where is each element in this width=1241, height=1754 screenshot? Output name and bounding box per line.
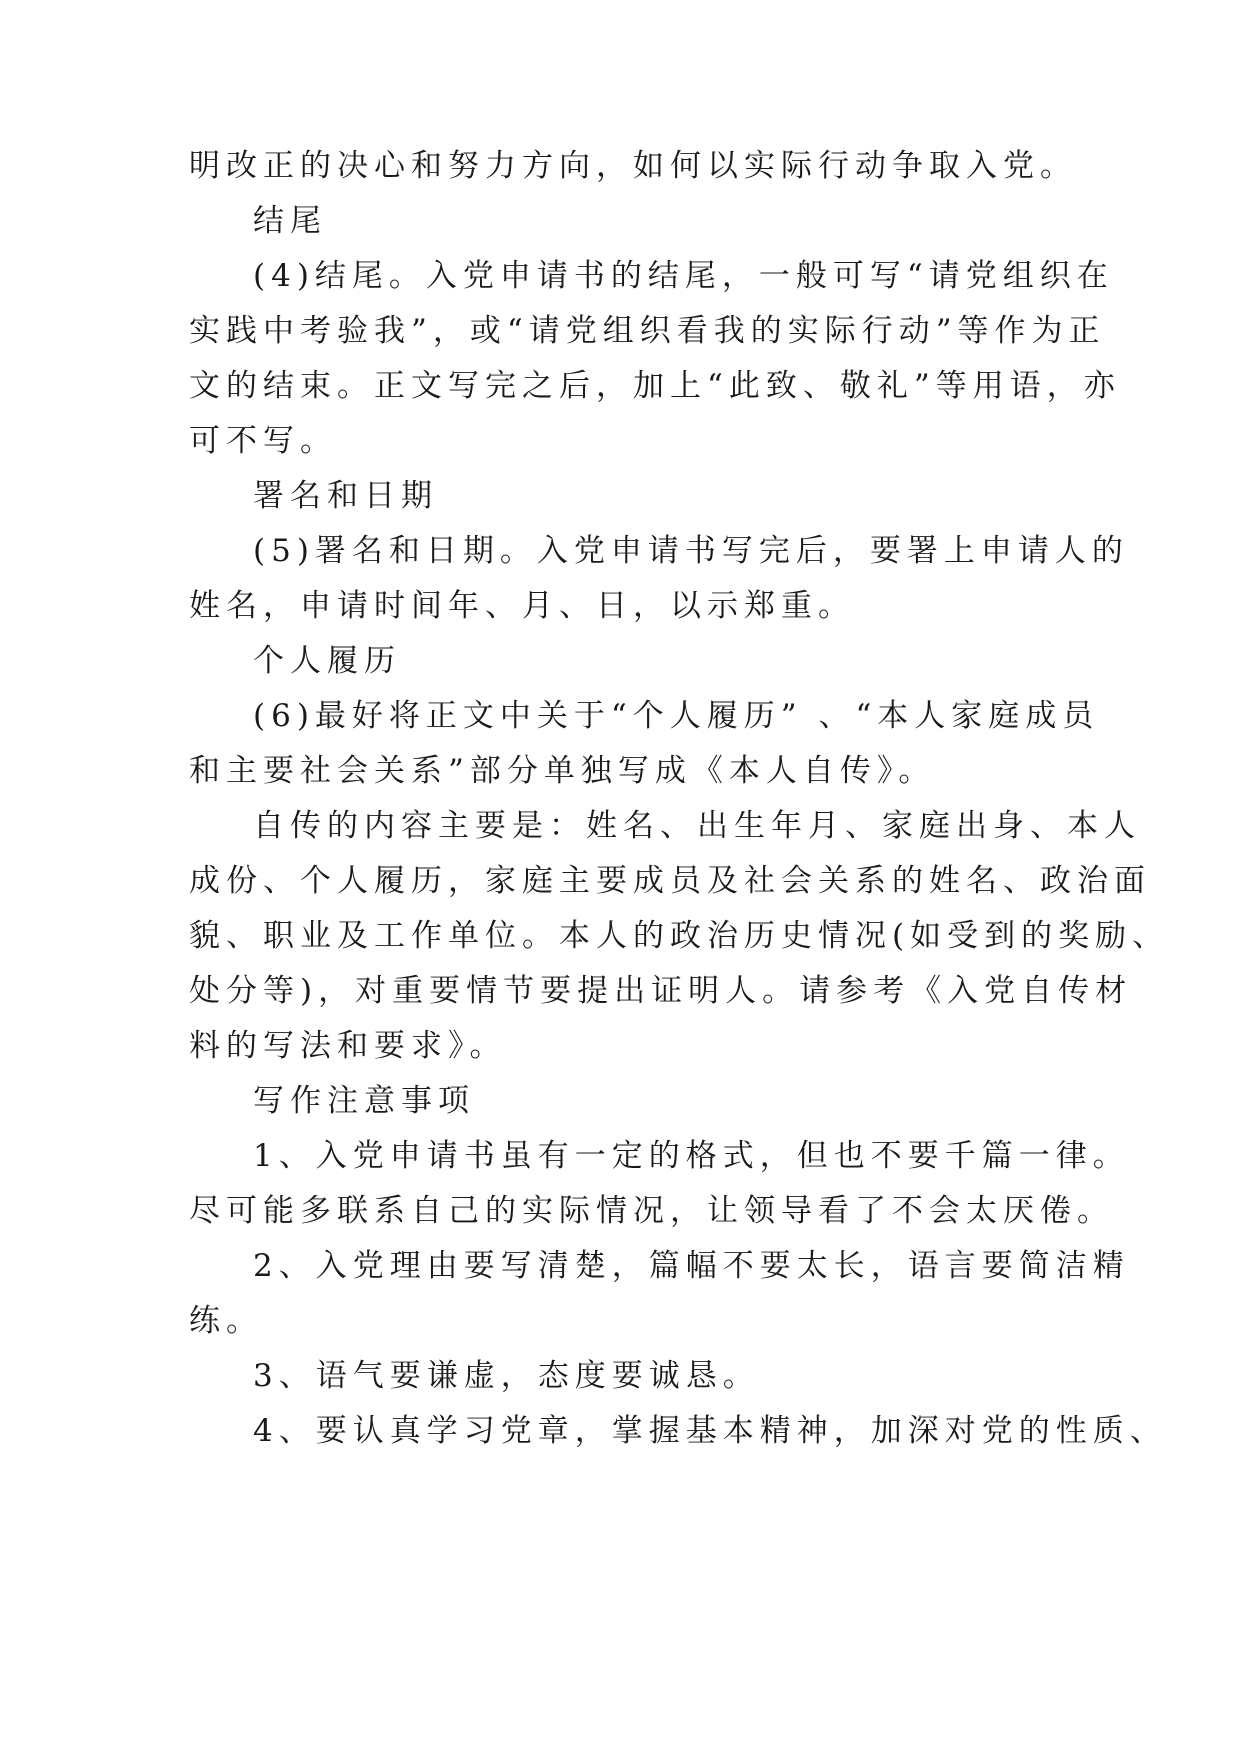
body-line: 可不写。 <box>189 423 337 459</box>
section-heading: 写作注意事项 <box>253 1083 475 1119</box>
body-line: 练。 <box>189 1303 263 1339</box>
section-heading: 结尾 <box>253 203 327 239</box>
body-line: 貌、职业及工作单位。本人的政治历史情况(如受到的奖励、 <box>189 918 1170 954</box>
body-line: 文的结束。正文写完之后，加上“此致、敬礼”等用语，亦 <box>189 368 1121 404</box>
body-line: 成份、个人履历，家庭主要成员及社会关系的姓名、政治面 <box>189 863 1151 899</box>
section-heading: 署名和日期 <box>253 478 438 514</box>
body-line: 姓名，申请时间年、月、日，以示郑重。 <box>189 588 855 624</box>
body-line: 明改正的决心和努力方向，如何以实际行动争取入党。 <box>189 148 1077 184</box>
body-line: 处分等)，对重要情节要提出证明人。请参考《入党自传材 <box>189 973 1133 1009</box>
body-line: (5)署名和日期。入党申请书写完后，要署上申请人的 <box>253 533 1129 569</box>
body-line: (4)结尾。入党申请书的结尾，一般可写“请党组织在 <box>253 258 1114 294</box>
body-line: 4、要认真学习党章，掌握基本精神，加深对党的性质、 <box>253 1413 1167 1449</box>
body-line: 实践中考验我”，或“请党组织看我的实际行动”等作为正 <box>189 313 1106 349</box>
body-line: 3、语气要谦虚，态度要诚恳。 <box>253 1358 760 1394</box>
body-line: 料的写法和要求》。 <box>189 1028 507 1064</box>
body-line: 1、入党申请书虽有一定的格式，但也不要千篇一律。 <box>253 1138 1130 1174</box>
body-line: 自传的内容主要是：姓名、出生年月、家庭出身、本人 <box>253 808 1141 844</box>
body-line: 尽可能多联系自己的实际情况，让领导看了不会太厌倦。 <box>189 1193 1114 1229</box>
body-line: 2、入党理由要写清楚，篇幅不要太长，语言要简洁精 <box>253 1248 1130 1284</box>
body-line: 和主要社会关系”部分单独写成《本人自传》。 <box>189 753 936 789</box>
body-line: (6)最好将正文中关于“个人履历” 、“本人家庭成员 <box>253 698 1100 734</box>
section-heading: 个人履历 <box>253 643 401 679</box>
